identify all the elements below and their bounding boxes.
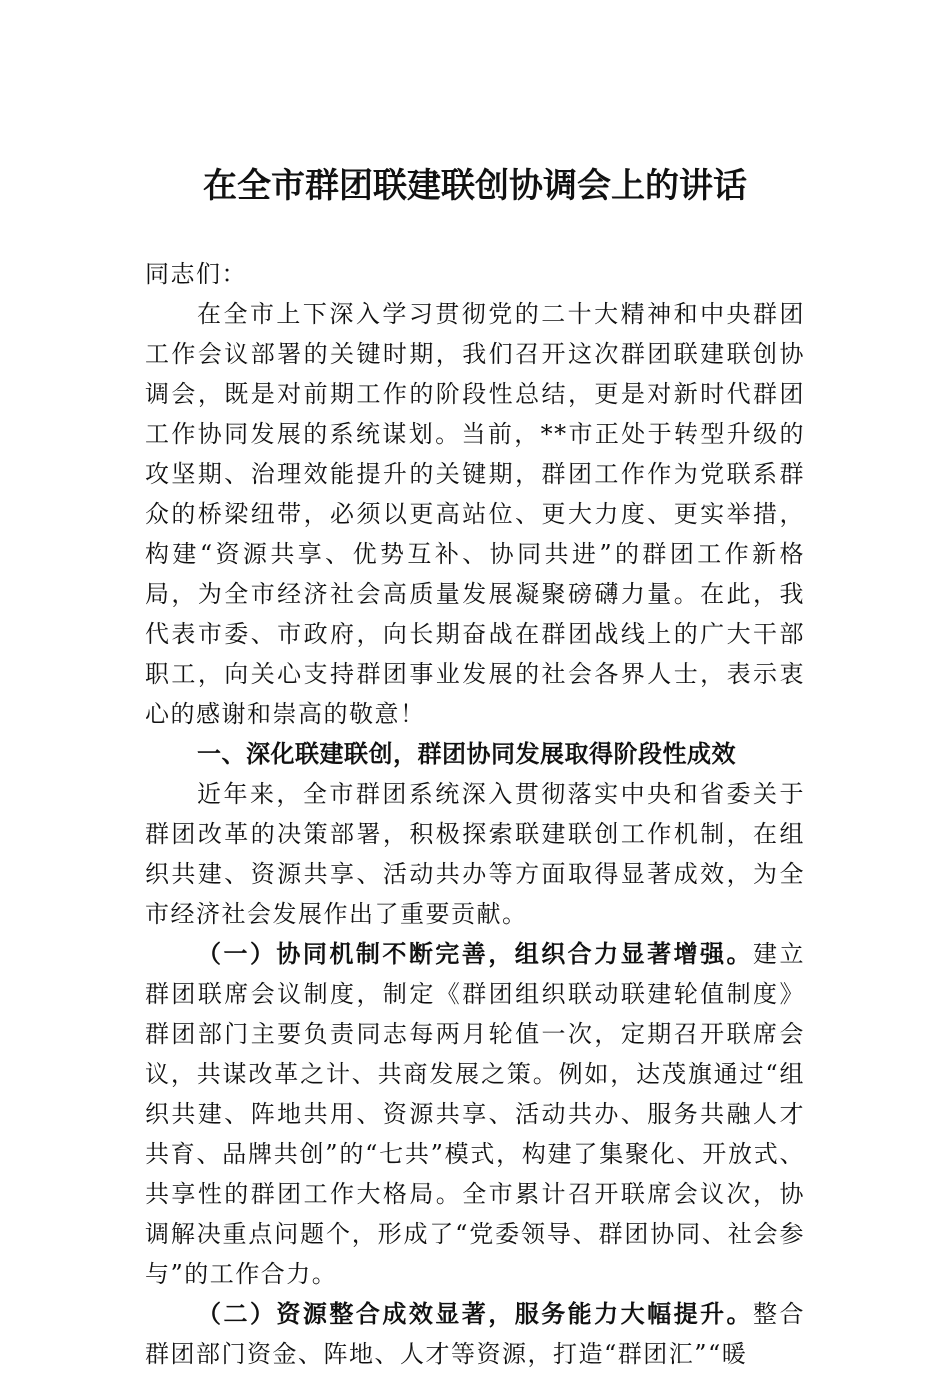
section-paragraph: 近年来，全市群团系统深入贯彻落实中央和省委关于群团改革的决策部署，积极探索联建联创工作机制，在组织共建、资源共享、活动共办等方面取得显著成效，为全市经济社会发展作出了重要贡献。: [145, 780, 805, 928]
subsection-text-2: 整合群团部门资金、阵地、人才等资源，打造“群团汇”“暖: [145, 1300, 806, 1368]
subsection-lead-1: （一）协同机制不断完善，组织合力显著增强。: [197, 939, 754, 968]
section-heading: 一、深化联建联创，群团协同发展取得阶段性成效: [197, 740, 736, 768]
salutation: 同志们：: [145, 260, 247, 288]
document-body: [145, 254, 805, 1374]
subsection-lead-2: （二）资源整合成效显著，服务能力大幅提升。: [197, 1299, 754, 1328]
subsection-paragraph-2: [145, 1294, 805, 1374]
intro-paragraph: 在全市上下深入学习贯彻党的二十大精神和中央群团工作会议部署的关键时期，我们召开这次群团联建联创协调会，既是对前期工作的阶段性总结，更是对新时代群团工作协同发展的系统谋划。当前，**市正处于转型升级的攻坚期、治理效能提升的关键期，群团工作作为党联系群众的桥梁纽带，必须以更高站位、更大力度、更实举措，构建“资源共享、优势互补、协同共进”的群团工作新格局，为全市经济社会高质量发展凝聚磅礴力量。在此，我代表市委、市政府，向长期奋战在群团战线上的广大干部职工，向关心支持群团事业发展的社会各界人士，表示衷心的感谢和崇高的敬意！: [145, 300, 805, 728]
subsection-text-1: 建立群团联席会议制度，制定《群团组织联动联建轮值制度》群团部门主要负责同志每两月轮值一次，定期召开联席会议，共谋改革之计、共商发展之策。例如，达茂旗通过“组织共建、阵地共用、资源共享、活动共办、服务共融人才共育、品牌共创”的“七共”模式，构建了集聚化、开放式、共享性的群团工作大格局。全市累计召开联席会议次，协调解决重点问题个，形成了“党委领导、群团协同、社会参与”的工作合力。: [145, 940, 806, 1288]
subsection-paragraph-1: [145, 934, 805, 1294]
document-title: 在全市群团联建联创协调会上的讲话: [203, 166, 747, 206]
